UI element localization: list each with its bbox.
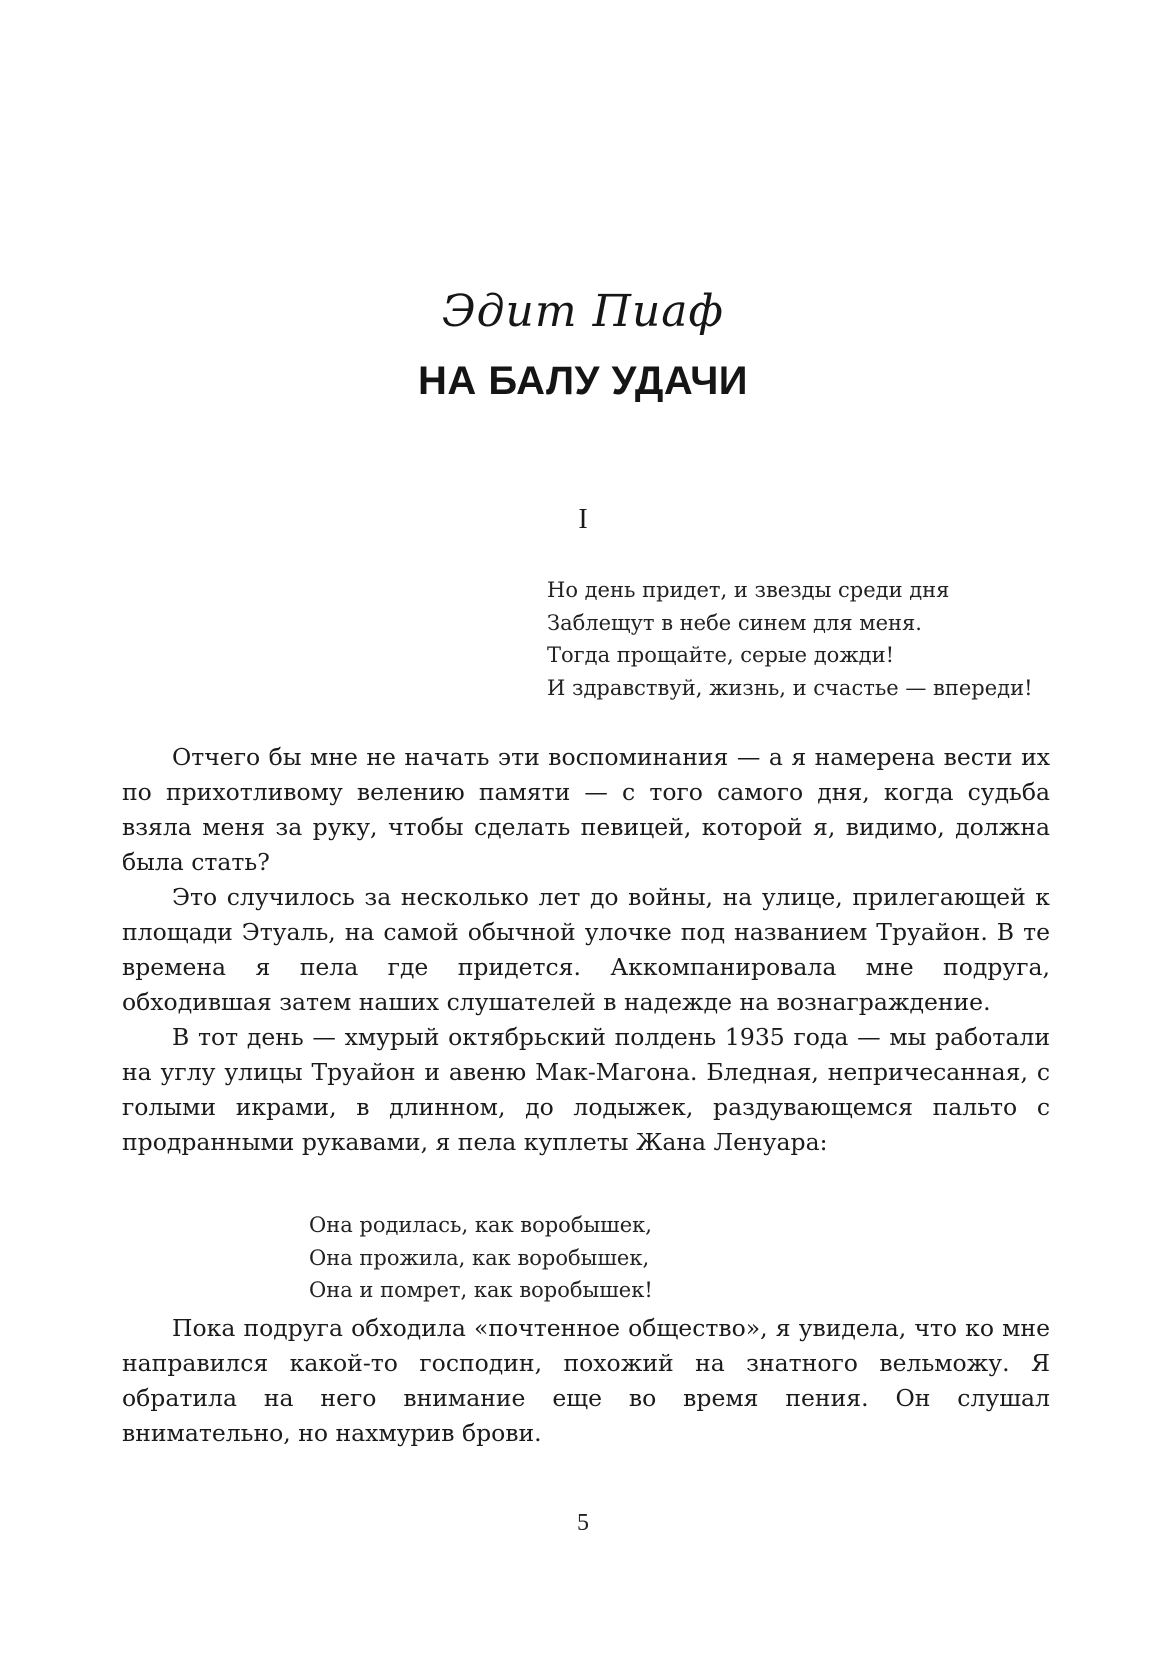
epigraph <box>547 574 1033 704</box>
song-line: Она и помрет, как воробышек! <box>309 1278 653 1302</box>
chapter-number: I <box>578 504 588 535</box>
chapter-title: НА БАЛУ УДАЧИ <box>417 359 749 403</box>
epigraph-line: И здравствуй, жизнь, и счастье — впереди! <box>547 675 1033 700</box>
author-name: Эдит Пиаф <box>442 286 724 337</box>
body-text-after-song <box>122 1311 1050 1451</box>
song-line: Она прожила, как воробышек, <box>309 1245 650 1270</box>
epigraph-line: Заблещут в небе синем для меня. <box>547 610 922 635</box>
paragraph: Пока подруга обходила «почтенное общество», я увидела, что ко мне направился какой-то господин, похожий на знатного вельможу. Я обратила на него внимание еще во время пения. Он слушал внимательно, но нахмурив брови. <box>122 1314 1050 1447</box>
song-line: Она родилась, как воробышек, <box>309 1213 652 1237</box>
page-number: 5 <box>577 1510 589 1536</box>
body-text-before-song <box>122 740 1050 1160</box>
paragraph: В тот день — хмурый октябрьский полдень 1935 года — мы работали на углу улицы Труайон и авеню Мак-Магона. Бледная, непричесанная, с голыми икрами, в длинном, до лодыжек, раздувающемся пальто с продранными рукавами, я пела куплеты Жана Ленуара: <box>122 1023 1050 1156</box>
song-quote <box>309 1209 653 1307</box>
paragraph: Отчего бы мне не начать эти воспоминания — а я намерена вести их по прихотливому велению памяти — с того самого дня, когда судьба взяла меня за руку, чтобы сделать певицей, которой я, видимо, должна была стать? <box>122 743 1050 876</box>
epigraph-line: Тогда прощайте, серые дожди! <box>547 643 895 667</box>
paragraph: Это случилось за несколько лет до войны, на улице, прилегающей к площади Этуаль, на самой обычной улочке под названием Труайон. В те времена я пела где придется. Аккомпанировала мне подруга, обходившая затем наших слушателей в надежде на вознаграждение. <box>122 883 1050 1016</box>
epigraph-line: Но день придет, и звезды среди дня <box>547 578 950 602</box>
